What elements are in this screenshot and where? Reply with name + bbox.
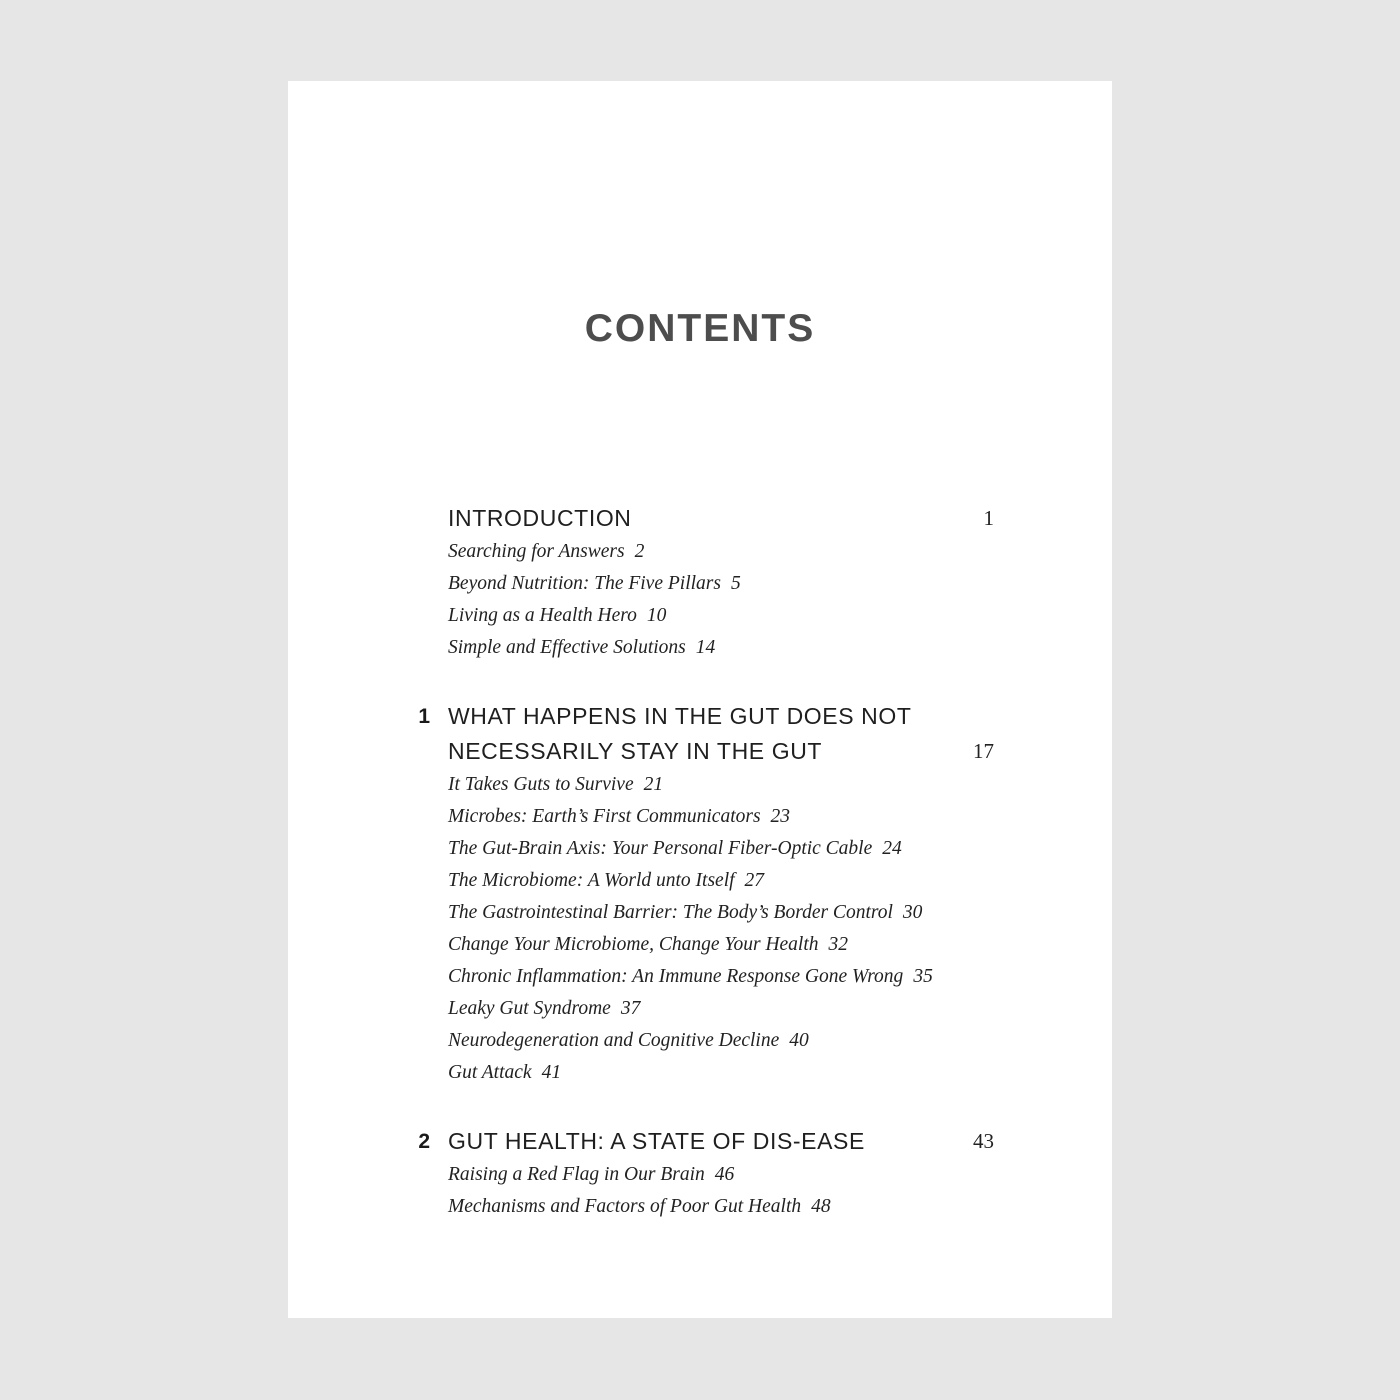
chapter-title-line-1: WHAT HAPPENS IN THE GUT DOES NOT <box>448 703 912 729</box>
chapter-title-line-2: NECESSARILY STAY IN THE GUT <box>448 738 823 764</box>
entry-title: Neurodegeneration and Cognitive Decline <box>448 1030 780 1051</box>
entry-page-number: 46 <box>714 1164 735 1185</box>
chapter-number: 2 <box>418 1130 430 1153</box>
toc-entry <box>0 1159 1400 1191</box>
toc-entry <box>0 897 1400 929</box>
entry-title: It Takes Guts to Survive <box>448 774 634 795</box>
entry-page-number: 48 <box>811 1196 831 1217</box>
entry-title: Beyond Nutrition: The Five Pillars <box>448 573 721 594</box>
toc-chapter-line <box>0 734 1400 769</box>
chapter-page-number: 1 <box>983 506 994 530</box>
toc-entry <box>0 568 1400 600</box>
chapter-number: 1 <box>418 705 430 728</box>
toc-entry <box>0 929 1400 961</box>
toc-entry <box>0 833 1400 865</box>
toc-chapter-line <box>0 1124 1400 1159</box>
entry-page-number: 14 <box>695 637 716 658</box>
entry-title: Raising a Red Flag in Our Brain <box>448 1164 705 1185</box>
chapter-title: INTRODUCTION <box>448 505 632 531</box>
entry-title: Simple and Effective Solutions <box>448 637 686 658</box>
entry-page-number: 27 <box>744 870 765 891</box>
toc-entry <box>0 1191 1400 1223</box>
entry-page-number: 2 <box>634 541 645 562</box>
toc-entry <box>0 801 1400 833</box>
entry-title: The Microbiome: A World unto Itself <box>448 870 735 891</box>
entry-page-number: 30 <box>902 902 923 923</box>
entry-title: Chronic Inflammation: An Immune Response Gone Wrong <box>448 966 904 987</box>
entry-page-number: 24 <box>882 838 902 859</box>
toc-section-introduction <box>0 501 1400 664</box>
entry-page-number: 40 <box>789 1030 809 1051</box>
contents-heading: CONTENTS <box>584 307 816 350</box>
entry-page-number: 32 <box>828 934 849 955</box>
entry-title: Searching for Answers <box>448 541 625 562</box>
entry-page-number: 41 <box>541 1062 562 1083</box>
toc-entry <box>0 993 1400 1025</box>
entry-title: Microbes: Earth’s First Communicators <box>448 806 761 827</box>
entry-title: The Gut-Brain Axis: Your Personal Fiber-Optic Cable <box>448 838 873 859</box>
toc-entry <box>0 632 1400 664</box>
toc-chapter-line <box>0 501 1400 536</box>
toc-section-chapter-1 <box>0 699 1400 1089</box>
entry-title: The Gastrointestinal Barrier: The Body’s Border Control <box>448 902 893 923</box>
toc-entry <box>0 1057 1400 1089</box>
toc-entry <box>0 536 1400 568</box>
entry-title: Change Your Microbiome, Change Your Health <box>448 934 819 955</box>
toc-entry <box>0 961 1400 993</box>
chapter-page-number: 43 <box>973 1129 994 1153</box>
entry-page-number: 21 <box>643 774 664 795</box>
chapter-title: GUT HEALTH: A STATE OF DIS-EASE <box>448 1128 865 1154</box>
entry-page-number: 35 <box>913 966 933 987</box>
toc-entry <box>0 769 1400 801</box>
entry-title: Leaky Gut Syndrome <box>448 998 611 1019</box>
entry-page-number: 37 <box>620 998 641 1019</box>
toc-entry <box>0 865 1400 897</box>
toc-section-chapter-2 <box>0 1124 1400 1223</box>
entry-title: Mechanisms and Factors of Poor Gut Health <box>448 1196 802 1217</box>
chapter-page-number: 17 <box>973 739 994 763</box>
toc-chapter-line <box>0 699 1400 734</box>
entry-page-number: 23 <box>770 806 791 827</box>
toc-entry <box>0 1025 1400 1057</box>
entry-page-number: 5 <box>730 573 741 594</box>
toc-entry <box>0 600 1400 632</box>
entry-page-number: 10 <box>646 605 667 626</box>
entry-title: Living as a Health Hero <box>448 605 637 626</box>
entry-title: Gut Attack <box>448 1062 532 1083</box>
